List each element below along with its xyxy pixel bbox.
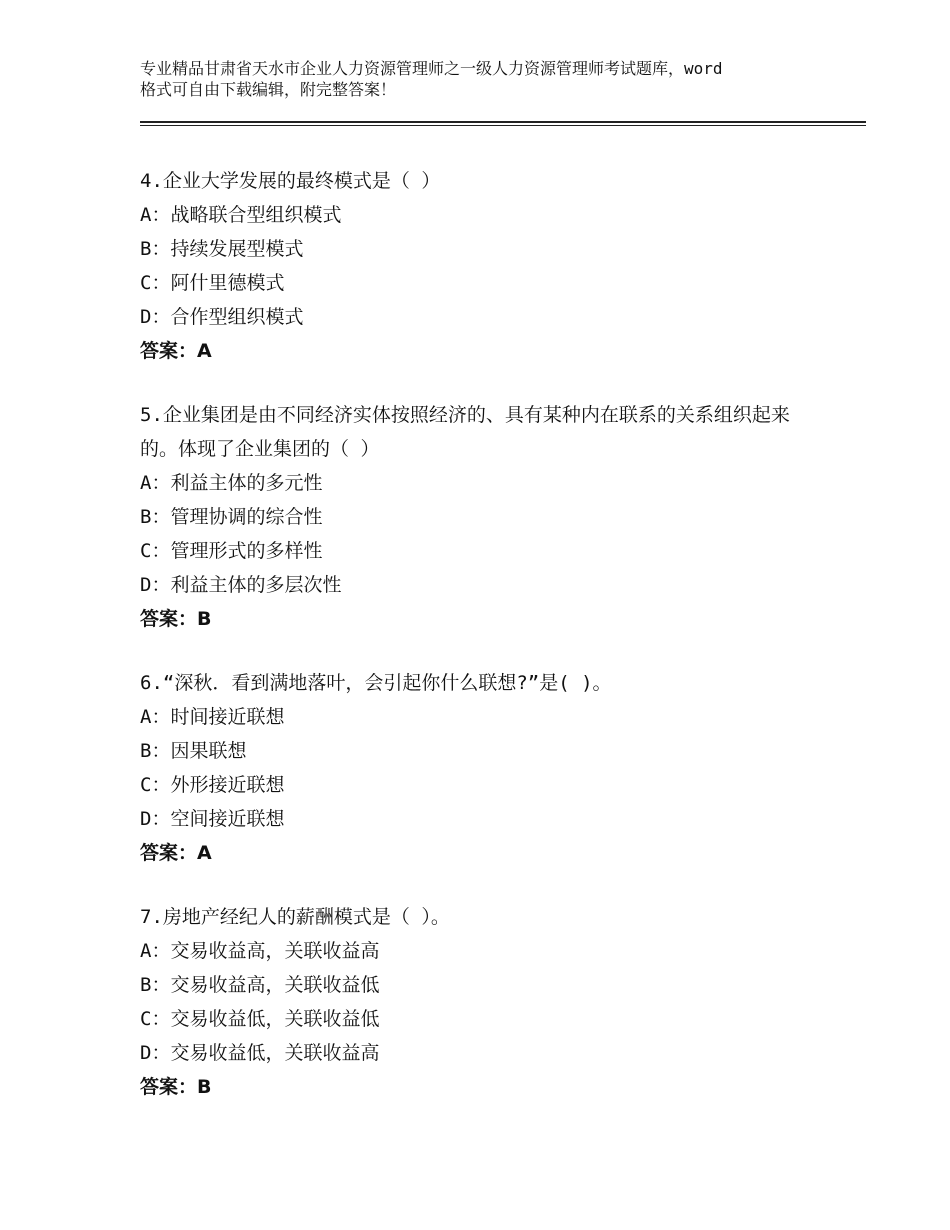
question-5 (140, 398, 860, 636)
option-d: D：空间接近联想 (140, 808, 285, 830)
option-c: C：外形接近联想 (140, 774, 285, 796)
header-divider-thin (140, 125, 866, 126)
question-stem: 7.房地产经纪人的薪酬模式是（ ）。 (140, 906, 450, 928)
option-a: A：战略联合型组织模式 (140, 204, 342, 226)
question-6 (140, 666, 860, 870)
question-7 (140, 900, 860, 1104)
header-line-1: 专业精品甘肃省天水市企业人力资源管理师之一级人力资源管理师考试题库，word (140, 59, 723, 78)
option-b: B：因果联想 (140, 740, 247, 762)
option-d: D：利益主体的多层次性 (140, 574, 342, 596)
option-c: C：管理形式的多样性 (140, 540, 323, 562)
option-a: A：利益主体的多元性 (140, 472, 323, 494)
document-header (140, 58, 840, 100)
option-d: D：合作型组织模式 (140, 306, 304, 328)
option-a: A：交易收益高，关联收益高 (140, 940, 380, 962)
option-c: C：交易收益低，关联收益低 (140, 1008, 380, 1030)
question-stem: 4.企业大学发展的最终模式是（ ） (140, 170, 441, 192)
question-stem: 5.企业集团是由不同经济实体按照经济的、具有某种内在联系的关系组织起来的。体现了企业集团的（ ） (140, 404, 790, 460)
option-d: D：交易收益低，关联收益高 (140, 1042, 380, 1064)
option-b: B：管理协调的综合性 (140, 506, 323, 528)
option-c: C：阿什里德模式 (140, 272, 285, 294)
header-line-2: 格式可自由下载编辑，附完整答案！ (140, 80, 397, 99)
question-stem: 6.“深秋．看到满地落叶，会引起你什么联想?”是( )。 (140, 672, 612, 694)
answer: 答案：A (140, 340, 212, 362)
question-4 (140, 164, 860, 368)
answer: 答案：A (140, 842, 212, 864)
question-list (140, 164, 860, 1134)
option-a: A：时间接近联想 (140, 706, 285, 728)
answer: 答案：B (140, 1076, 212, 1098)
answer: 答案：B (140, 608, 212, 630)
header-divider-thick (140, 121, 866, 123)
option-b: B：持续发展型模式 (140, 238, 304, 260)
option-b: B：交易收益高，关联收益低 (140, 974, 380, 996)
